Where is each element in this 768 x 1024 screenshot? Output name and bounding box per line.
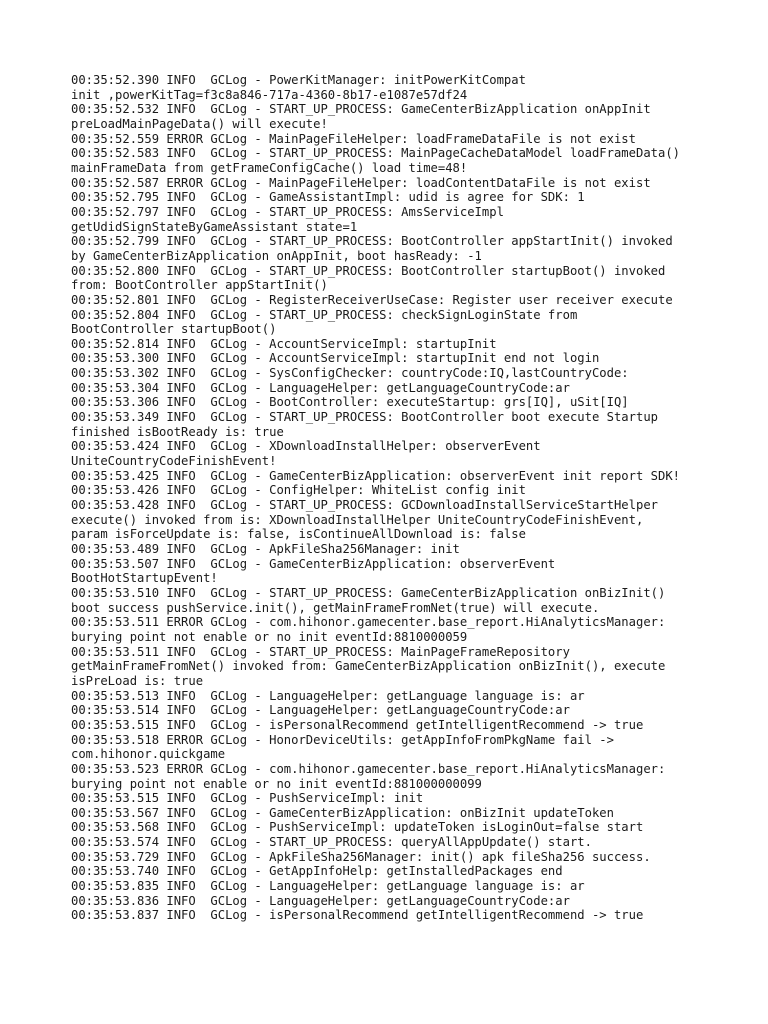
log-line: 00:35:53.518 ERROR GCLog - HonorDeviceUtils: getAppInfoFromPkgName fail -> xyxy=(71,732,614,747)
log-line: 00:35:53.428 INFO GCLog - START_UP_PROCESS: GCDownloadInstallServiceStartHelper xyxy=(71,498,658,513)
log-line: UniteCountryCodeFinishEvent! xyxy=(71,454,277,469)
log-line: 00:35:52.795 INFO GCLog - GameAssistantImpl: udid is agree for SDK: 1 xyxy=(71,190,585,205)
log-line: burying point not enable or no init eventId:8810000059 xyxy=(71,629,468,644)
log-line: 00:35:52.390 INFO GCLog - PowerKitManager: initPowerKitCompat xyxy=(71,73,526,87)
log-line: 00:35:53.507 INFO GCLog - GameCenterBizApplication: observerEvent xyxy=(71,556,556,571)
log-line: 00:35:53.510 INFO GCLog - START_UP_PROCESS: GameCenterBizApplication onBizInit() xyxy=(71,585,666,600)
log-line: by GameCenterBizApplication onAppInit, boot hasReady: -1 xyxy=(71,248,482,263)
log-line: 00:35:53.426 INFO GCLog - ConfigHelper: WhiteList config init xyxy=(71,483,526,498)
log-line: execute() invoked from is: XDownloadInstallHelper UniteCountryCodeFinishEvent, xyxy=(71,512,644,527)
log-line: 00:35:53.349 INFO GCLog - START_UP_PROCESS: BootController boot execute Startup xyxy=(71,410,658,425)
log-line: 00:35:52.799 INFO GCLog - START_UP_PROCESS: BootController appStartInit() invoked xyxy=(71,234,673,249)
log-line: 00:35:53.729 INFO GCLog - ApkFileSha256Manager: init() apk fileSha256 success. xyxy=(71,849,651,864)
log-line: 00:35:53.489 INFO GCLog - ApkFileSha256Manager: init xyxy=(71,542,460,556)
log-line: 00:35:53.300 INFO GCLog - AccountServiceImpl: startupInit end not login xyxy=(71,351,600,366)
log-line: 00:35:52.800 INFO GCLog - START_UP_PROCESS: BootController startupBoot() invoked xyxy=(71,263,666,278)
log-line: isPreLoad is: true xyxy=(71,673,204,688)
log-line: init ,powerKitTag=f3c8a846-717a-4360-8b17-e1087e57df24 xyxy=(71,87,468,102)
log-line: 00:35:53.425 INFO GCLog - GameCenterBizApplication: observerEvent init report SDK! xyxy=(71,468,681,483)
log-line: 00:35:52.559 ERROR GCLog - MainPageFileHelper: loadFrameDataFile is not exist xyxy=(71,131,636,146)
log-line: from: BootController appStartInit() xyxy=(71,278,328,293)
log-line: 00:35:53.740 INFO GCLog - GetAppInfoHelp: getInstalledPackages end xyxy=(71,864,563,879)
log-line: 00:35:53.515 INFO GCLog - isPersonalRecommend getIntelligentRecommend -> true xyxy=(71,717,644,732)
log-line: 00:35:52.797 INFO GCLog - START_UP_PROCESS: AmsServiceImpl xyxy=(71,204,504,219)
log-line: 00:35:53.574 INFO GCLog - START_UP_PROCESS: queryAllAppUpdate() start. xyxy=(71,835,592,850)
log-line: boot success pushService.init(), getMainFrameFromNet(true) will execute. xyxy=(71,600,600,615)
log-line: 00:35:53.511 INFO GCLog - START_UP_PROCESS: MainPageFrameRepository xyxy=(71,644,570,659)
log-line: preLoadMainPageData() will execute! xyxy=(71,116,328,131)
log-line: 00:35:52.532 INFO GCLog - START_UP_PROCESS: GameCenterBizApplication onAppInit xyxy=(71,102,651,117)
log-line: 00:35:52.587 ERROR GCLog - MainPageFileHelper: loadContentDataFile is not exist xyxy=(71,175,651,190)
log-line: 00:35:53.511 ERROR GCLog - com.hihonor.gamecenter.base_report.HiAnalyticsManager: xyxy=(71,615,666,630)
log-line: getUdidSignStateByGameAssistant state=1 xyxy=(71,219,358,234)
log-line: 00:35:53.514 INFO GCLog - LanguageHelper: getLanguageCountryCode:ar xyxy=(71,703,570,718)
log-line: BootController startupBoot() xyxy=(71,322,277,337)
log-line: 00:35:53.523 ERROR GCLog - com.hihonor.gamecenter.base_report.HiAnalyticsManager: xyxy=(71,761,666,776)
log-line: 00:35:53.424 INFO GCLog - XDownloadInstallHelper: observerEvent xyxy=(71,439,541,454)
log-line: burying point not enable or no init eventId:881000000099 xyxy=(71,776,482,791)
log-line: finished isBootReady is: true xyxy=(71,424,284,439)
log-line: getMainFrameFromNet() invoked from: GameCenterBizApplication onBizInit(), execute xyxy=(71,659,666,674)
log-line: 00:35:52.801 INFO GCLog - RegisterReceiverUseCase: Register user receiver execute xyxy=(71,292,673,307)
log-line: param isForceUpdate is: false, isContinueAllDownload is: false xyxy=(71,527,526,542)
log-line: 00:35:53.835 INFO GCLog - LanguageHelper: getLanguage language is: ar xyxy=(71,879,585,894)
log-document xyxy=(71,73,731,923)
log-line: 00:35:53.567 INFO GCLog - GameCenterBizApplication: onBizInit updateToken xyxy=(71,805,614,820)
log-line: 00:35:53.515 INFO GCLog - PushServiceImpl: init xyxy=(71,791,424,806)
log-line: mainFrameData from getFrameConfigCache() load time=48! xyxy=(71,160,468,175)
log-line: 00:35:53.513 INFO GCLog - LanguageHelper: getLanguage language is: ar xyxy=(71,688,585,703)
log-line: 00:35:53.302 INFO GCLog - SysConfigChecker: countryCode:IQ,lastCountryCode: xyxy=(71,366,629,381)
log-line: BootHotStartupEvent! xyxy=(71,571,218,586)
log-line: 00:35:52.814 INFO GCLog - AccountServiceImpl: startupInit xyxy=(71,336,497,351)
log-line: 00:35:53.836 INFO GCLog - LanguageHelper: getLanguageCountryCode:ar xyxy=(71,893,570,908)
log-line: 00:35:53.837 INFO GCLog - isPersonalRecommend getIntelligentRecommend -> true xyxy=(71,908,644,923)
log-line: 00:35:52.583 INFO GCLog - START_UP_PROCESS: MainPageCacheDataModel loadFrameData() xyxy=(71,146,681,161)
log-line: 00:35:53.306 INFO GCLog - BootController: executeStartup: grs[IQ], uSit[IQ] xyxy=(71,395,629,410)
log-line: com.hihonor.quickgame xyxy=(71,747,226,762)
log-line: 00:35:52.804 INFO GCLog - START_UP_PROCESS: checkSignLoginState from xyxy=(71,307,578,322)
log-line: 00:35:53.568 INFO GCLog - PushServiceImpl: updateToken isLoginOut=false start xyxy=(71,820,644,835)
log-line: 00:35:53.304 INFO GCLog - LanguageHelper: getLanguageCountryCode:ar xyxy=(71,380,570,395)
